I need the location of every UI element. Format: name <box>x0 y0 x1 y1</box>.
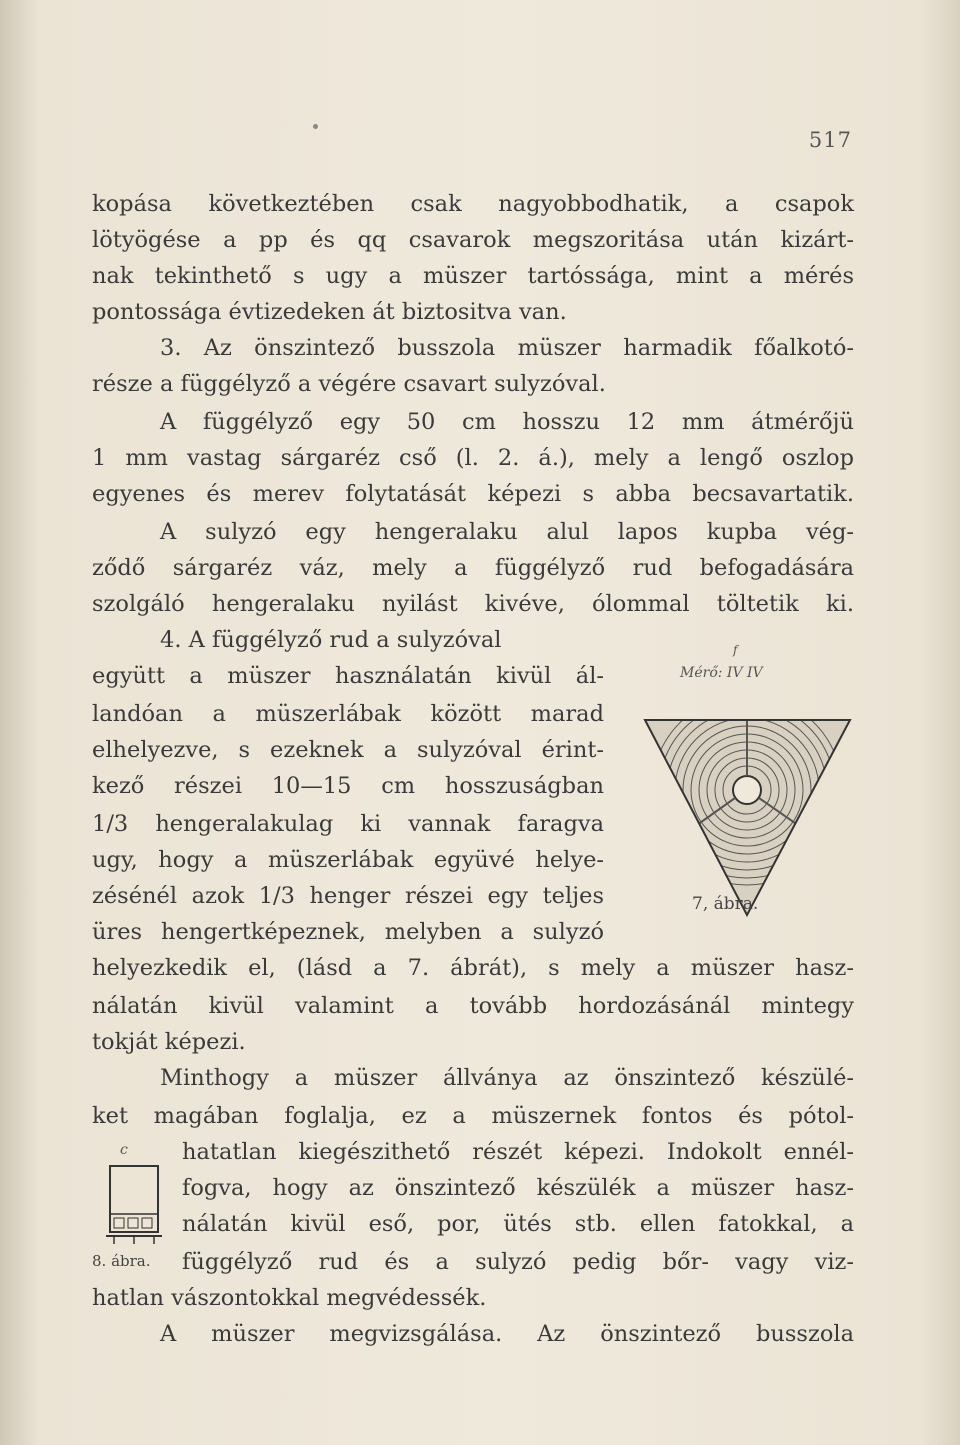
text-line: elhelyezve, s ezeknek a sulyzóval érint- <box>92 737 604 763</box>
text-line: kopása következtében csak nagyobbodhatik, a csapok <box>92 191 854 217</box>
text-line: függélyző rud és a sulyzó pedig bőr- vagy viz- <box>182 1249 854 1275</box>
text-line: helyezkedik el, (lásd a 7. ábrát), s mely a müszer hasz- <box>92 955 854 981</box>
text-line: szolgáló hengeralaku nyilást kivéve, ólommal töltetik ki. <box>92 591 854 617</box>
page-dot-mark <box>313 124 318 129</box>
text-line: A müszer megvizsgálása. Az önszintező busszola <box>160 1321 854 1347</box>
page-number: 517 <box>808 128 852 152</box>
text-line: része a függélyző a végére csavart sulyzóval. <box>92 371 606 397</box>
text-line: 1/3 hengeralakulag ki vannak faragva <box>92 811 604 837</box>
text-line: tokját képezi. <box>92 1029 246 1055</box>
text-line: 1 mm vastag sárgaréz cső (l. 2. á.), mely a lengő oszlop <box>92 445 854 471</box>
text-line: 3. Az önszintező busszola müszer harmadik főalkotó- <box>160 335 854 361</box>
text-line: egyenes és merev folytatását képezi s abba becsavartatik. <box>92 481 854 507</box>
text-line: ződő sárgaréz váz, mely a függélyző rud befogadására <box>92 555 854 581</box>
text-line: együtt a müszer használatán kivül ál- <box>92 663 604 689</box>
text-line: nak tekinthető s ugy a müszer tartóssága, mint a mérés <box>92 263 854 289</box>
text-line: nálatán kivül eső, por, ütés stb. ellen fatokkal, a <box>182 1211 854 1237</box>
text-line: ugy, hogy a müszerlábak együvé helye- <box>92 847 604 873</box>
text-line: kező részei 10—15 cm hosszuságban <box>92 773 604 799</box>
figure-8-box-case <box>98 1158 168 1250</box>
text-line: üres hengertképeznek, melyben a sulyzó <box>92 919 604 945</box>
text-line: A sulyzó egy hengeralaku alul lapos kupba vég- <box>160 519 854 545</box>
text-line: 4. A függélyző rud a sulyzóval <box>160 627 502 653</box>
text-line: hatatlan kiegészithető részét képezi. Indokolt ennél- <box>182 1139 854 1165</box>
figure-8-caption: 8. ábra. <box>92 1252 151 1270</box>
text-line: lötyögése a pp és qq csavarok megszoritása után kizárt- <box>92 227 854 253</box>
text-line: Minthogy a müszer állványa az önszintező készülé- <box>160 1065 854 1091</box>
text-line: hatlan vászontokkal megvédessék. <box>92 1285 487 1311</box>
figure-8-label-c: c <box>120 1142 128 1158</box>
text-line: A függélyző egy 50 cm hosszu 12 mm átmérőjü <box>160 409 854 435</box>
text-line: zésénél azok 1/3 henger részei egy teljes <box>92 883 604 909</box>
text-line: landóan a müszerlábak között marad <box>92 701 604 727</box>
text-line: ket magában foglalja, ez a müszernek fontos és pótol- <box>92 1103 854 1129</box>
text-line: nálatán kivül valamint a tovább hordozásánál mintegy <box>92 993 854 1019</box>
figure-7-label-f: f <box>733 643 738 657</box>
text-line: fogva, hogy az önszintező készülék a müszer hasz- <box>182 1175 854 1201</box>
figure-7-caption: 7, ábra. <box>692 894 759 914</box>
text-line: pontossága évtizedeken át biztositva van. <box>92 299 567 325</box>
figure-7-tripod-cross-section <box>640 690 855 920</box>
figure-7-annotation: Mérő: IV IV <box>680 665 763 681</box>
